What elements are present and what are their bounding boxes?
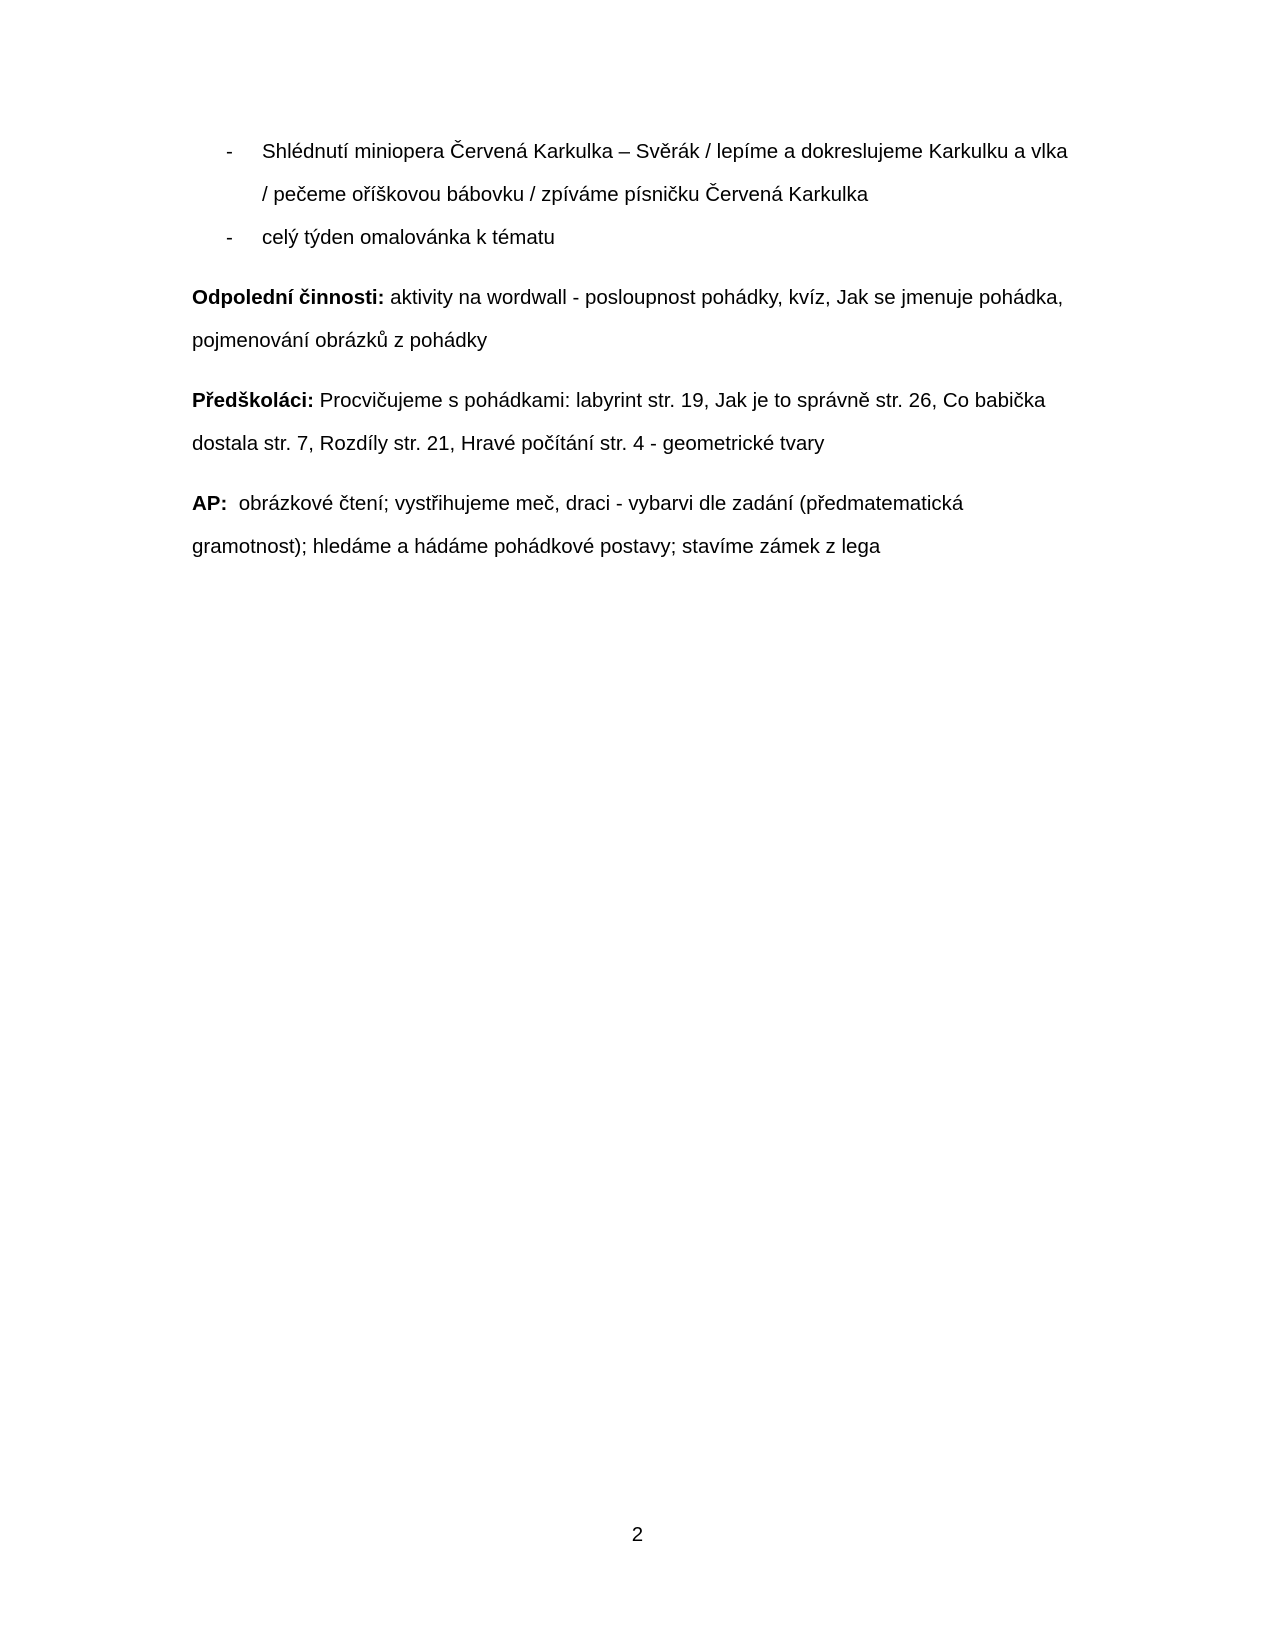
afternoon-activities-text: aktivity na wordwall - posloupnost pohádky, kvíz, Jak se jmenuje pohádka, pojmenování obrázků z pohádky — [192, 286, 1064, 352]
page-number: 2 — [631, 1523, 644, 1546]
bullet-dash: - — [226, 140, 233, 163]
list-item-text: celý týden omalovánka k tématu — [262, 226, 555, 249]
bullet-dash: - — [226, 226, 233, 249]
page-content — [192, 130, 1072, 568]
preschoolers-paragraph — [192, 379, 1072, 465]
afternoon-activities-paragraph — [192, 276, 1072, 362]
preschoolers-label: Předškoláci: — [192, 389, 314, 412]
afternoon-activities-label: Odpolední činnosti: — [192, 286, 385, 309]
activity-list — [192, 130, 1072, 259]
list-item-text: Shlédnutí miniopera Červená Karkulka – Svěrák / lepíme a dokreslujeme Karkulku a vlka / pečeme oříškovou bábovku / zpíváme písničku Červená Karkulka — [262, 140, 1068, 206]
preschoolers-text: Procvičujeme s pohádkami: labyrint str. 19, Jak je to správně str. 26, Co babička dostala str. 7, Rozdíly str. 21, Hravé počítání str. 4 - geometrické tvary — [192, 389, 1046, 455]
ap-paragraph — [192, 482, 1072, 568]
ap-text: obrázkové čtení; vystřihujeme meč, draci - vybarvi dle zadání (předmatematická gramotnost); hledáme a hádáme pohádkové postavy; stavíme zámek z lega — [192, 492, 970, 558]
ap-label: AP: — [192, 492, 228, 515]
list-item — [192, 130, 1072, 216]
list-item — [192, 216, 1072, 259]
